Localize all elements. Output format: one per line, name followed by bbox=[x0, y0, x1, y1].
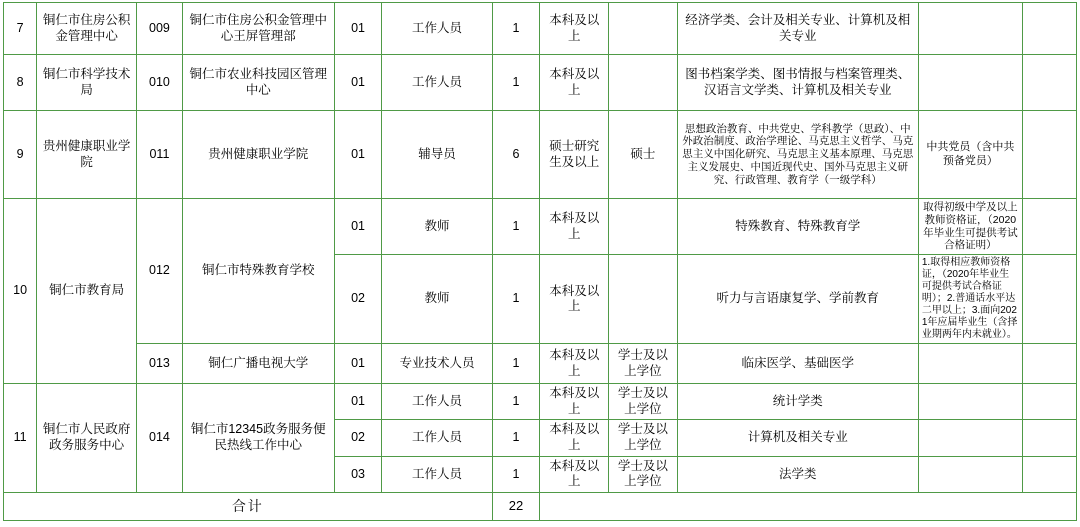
cell-other bbox=[918, 384, 1022, 420]
cell-post-code: 03 bbox=[334, 456, 382, 492]
total-count: 22 bbox=[492, 492, 540, 520]
cell-post-code: 01 bbox=[334, 384, 382, 420]
cell-remark bbox=[1022, 255, 1076, 344]
cell-unit: 铜仁市人民政府政务服务中心 bbox=[37, 384, 137, 493]
cell-degree bbox=[609, 199, 678, 255]
cell-post-code: 01 bbox=[334, 111, 382, 199]
cell-remark bbox=[1022, 420, 1076, 456]
cell-major: 统计学类 bbox=[677, 384, 918, 420]
cell-seq: 9 bbox=[4, 111, 37, 199]
cell-major: 法学类 bbox=[677, 456, 918, 492]
cell-count: 6 bbox=[492, 111, 540, 199]
cell-code: 012 bbox=[137, 199, 183, 344]
cell-remark bbox=[1022, 199, 1076, 255]
cell-degree: 学士及以上学位 bbox=[609, 344, 678, 384]
cell-dept: 铜仁广播电视大学 bbox=[182, 344, 334, 384]
cell-other bbox=[918, 420, 1022, 456]
cell-seq: 8 bbox=[4, 55, 37, 111]
cell-degree: 学士及以上学位 bbox=[609, 384, 678, 420]
table-row bbox=[4, 111, 1077, 199]
cell-code: 011 bbox=[137, 111, 183, 199]
cell-degree bbox=[609, 255, 678, 344]
cell-remark bbox=[1022, 55, 1076, 111]
cell-count: 1 bbox=[492, 255, 540, 344]
cell-unit: 铜仁市住房公积金管理中心 bbox=[37, 3, 137, 55]
cell-major: 思想政治教育、中共党史、学科教学（思政）、中外政治制度、政治学理论、马克思主义哲学、马克思主义中国化研究、马克思主义基本原理、马克思主义发展史、中国近现代史、国外马克思主义研究、行政管理、教育学（一级学科） bbox=[677, 111, 918, 199]
cell-education: 本科及以上 bbox=[540, 456, 609, 492]
cell-count: 1 bbox=[492, 420, 540, 456]
cell-count: 1 bbox=[492, 344, 540, 384]
cell-other: 取得初级中学及以上教师资格证，（2020年毕业生可提供考试合格证明） bbox=[918, 199, 1022, 255]
cell-post-code: 01 bbox=[334, 344, 382, 384]
cell-major: 听力与言语康复学、学前教育 bbox=[677, 255, 918, 344]
cell-dept: 铜仁市住房公积金管理中心王屏管理部 bbox=[182, 3, 334, 55]
cell-post-name: 专业技术人员 bbox=[382, 344, 492, 384]
cell-major: 特殊教育、特殊教育学 bbox=[677, 199, 918, 255]
cell-education: 本科及以上 bbox=[540, 55, 609, 111]
total-label: 合计 bbox=[4, 492, 493, 520]
cell-post-name: 工作人员 bbox=[382, 55, 492, 111]
cell-remark bbox=[1022, 456, 1076, 492]
cell-dept: 贵州健康职业学院 bbox=[182, 111, 334, 199]
recruitment-table bbox=[3, 2, 1077, 521]
cell-degree: 学士及以上学位 bbox=[609, 456, 678, 492]
cell-seq: 10 bbox=[4, 199, 37, 384]
table-footer-row bbox=[4, 492, 1077, 520]
cell-post-code: 01 bbox=[334, 199, 382, 255]
cell-code: 010 bbox=[137, 55, 183, 111]
cell-education: 本科及以上 bbox=[540, 384, 609, 420]
cell-unit: 铜仁市科学技术局 bbox=[37, 55, 137, 111]
cell-education: 本科及以上 bbox=[540, 3, 609, 55]
cell-post-code: 01 bbox=[334, 3, 382, 55]
cell-major: 计算机及相关专业 bbox=[677, 420, 918, 456]
cell-remark bbox=[1022, 384, 1076, 420]
table-row bbox=[4, 384, 1077, 420]
cell-other: 中共党员（含中共预备党员） bbox=[918, 111, 1022, 199]
cell-education: 硕士研究生及以上 bbox=[540, 111, 609, 199]
cell-degree bbox=[609, 55, 678, 111]
table-row bbox=[4, 55, 1077, 111]
cell-post-name: 教师 bbox=[382, 255, 492, 344]
cell-count: 1 bbox=[492, 55, 540, 111]
cell-dept: 铜仁市特殊教育学校 bbox=[182, 199, 334, 344]
cell-code: 009 bbox=[137, 3, 183, 55]
cell-seq: 7 bbox=[4, 3, 37, 55]
cell-education: 本科及以上 bbox=[540, 344, 609, 384]
cell-remark bbox=[1022, 344, 1076, 384]
cell-post-name: 工作人员 bbox=[382, 3, 492, 55]
cell-unit: 铜仁市教育局 bbox=[37, 199, 137, 384]
cell-major: 经济学类、会计及相关专业、计算机及相关专业 bbox=[677, 3, 918, 55]
cell-post-name: 教师 bbox=[382, 199, 492, 255]
cell-seq: 11 bbox=[4, 384, 37, 493]
cell-count: 1 bbox=[492, 384, 540, 420]
cell-education: 本科及以上 bbox=[540, 420, 609, 456]
cell-post-code: 02 bbox=[334, 420, 382, 456]
cell-count: 1 bbox=[492, 199, 540, 255]
cell-education: 本科及以上 bbox=[540, 255, 609, 344]
cell-dept: 铜仁市12345政务服务便民热线工作中心 bbox=[182, 384, 334, 493]
cell-count: 1 bbox=[492, 3, 540, 55]
cell-dept: 铜仁市农业科技园区管理中心 bbox=[182, 55, 334, 111]
cell-post-name: 工作人员 bbox=[382, 456, 492, 492]
cell-post-name: 工作人员 bbox=[382, 384, 492, 420]
cell-unit: 贵州健康职业学院 bbox=[37, 111, 137, 199]
cell-post-name: 辅导员 bbox=[382, 111, 492, 199]
cell-post-code: 01 bbox=[334, 55, 382, 111]
cell-major: 图书档案学类、图书情报与档案管理类、汉语言文学类、计算机及相关专业 bbox=[677, 55, 918, 111]
cell-remark bbox=[1022, 3, 1076, 55]
cell-code: 013 bbox=[137, 344, 183, 384]
footer-empty bbox=[540, 492, 1077, 520]
cell-other bbox=[918, 55, 1022, 111]
cell-remark bbox=[1022, 111, 1076, 199]
cell-major: 临床医学、基础医学 bbox=[677, 344, 918, 384]
cell-education: 本科及以上 bbox=[540, 199, 609, 255]
table-row bbox=[4, 199, 1077, 255]
cell-degree: 学士及以上学位 bbox=[609, 420, 678, 456]
cell-code: 014 bbox=[137, 384, 183, 493]
cell-other bbox=[918, 456, 1022, 492]
cell-count: 1 bbox=[492, 456, 540, 492]
cell-other bbox=[918, 344, 1022, 384]
cell-post-code: 02 bbox=[334, 255, 382, 344]
cell-other: 1.取得相应教师资格证，（2020年毕业生可提供考试合格证明）；2.普通话水平达二甲以上；3.面向2021年应届毕业生（含择业期两年内未就业）。 bbox=[918, 255, 1022, 344]
table-row bbox=[4, 3, 1077, 55]
table-row bbox=[4, 344, 1077, 384]
cell-degree: 硕士 bbox=[609, 111, 678, 199]
cell-post-name: 工作人员 bbox=[382, 420, 492, 456]
cell-other bbox=[918, 3, 1022, 55]
cell-degree bbox=[609, 3, 678, 55]
